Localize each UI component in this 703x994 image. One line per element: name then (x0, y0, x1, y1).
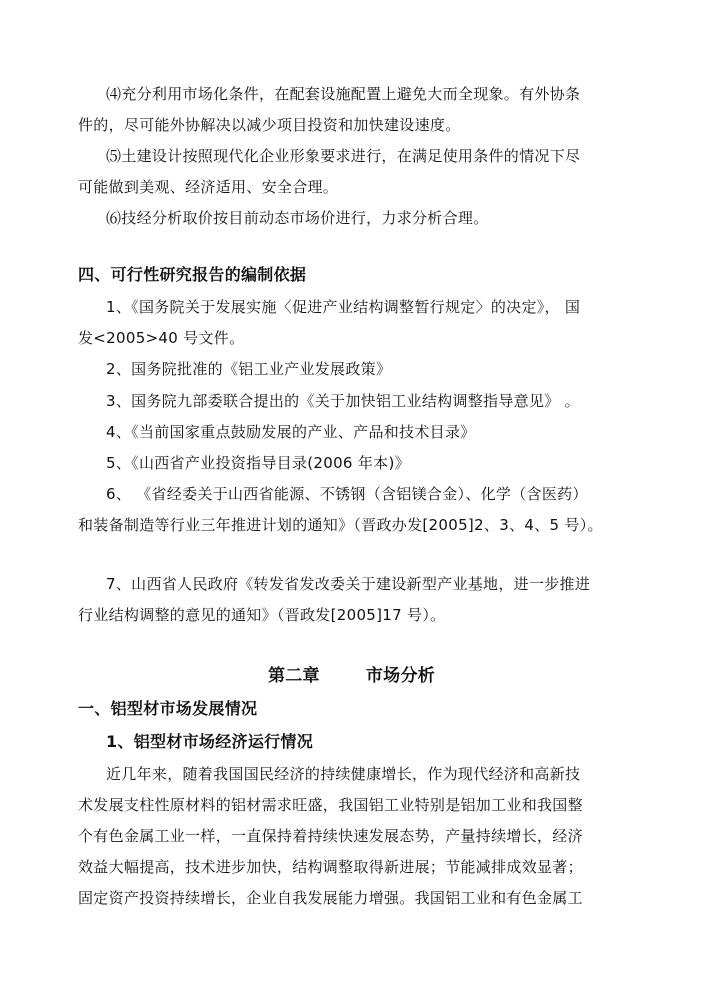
body-line-3: 个有色金属工业一样，一直保持着持续快速发展态势，产量持续增长，经济 (78, 827, 583, 845)
chapter-number: 第二章 (267, 666, 320, 686)
paragraph-4-line-2: 件的，尽可能外协解决以减少项目投资和加快建设速度。 (78, 116, 461, 134)
basis-item-4: 4、《当前国家重点鼓励发展的产业、产品和技术目录》 (106, 423, 476, 441)
paragraph-5-line-2: 可能做到美观、经济适用、安全合理。 (78, 178, 339, 196)
basis-item-7-line-1: 7、山西省人民政府《转发省发改委关于建设新型产业基地，进一步推进 (106, 575, 591, 593)
basis-item-1-line-1: 1、《国务院关于发展实施〈促进产业结构调整暂行规定〉的决定》， 国 (106, 298, 581, 316)
basis-item-3: 3、国务院九部委联合提出的《关于加快铝工业结构调整指导意见》 。 (106, 392, 580, 410)
subsection-1-heading: 1、铝型材市场经济运行情况 (106, 732, 314, 751)
body-line-5: 固定资产投资持续增长，企业自我发展能力增强。我国铝工业和有色金属工 (78, 889, 583, 907)
basis-item-2: 2、国务院批准的《铝工业产业发展政策》 (106, 360, 392, 378)
basis-item-5: 5、《山西省产业投资指导目录(2006 年本)》 (106, 454, 410, 472)
basis-item-6-line-1: 6、 《省经委关于山西省能源、不锈钢（含铝镁合金）、化学（含医药） (106, 485, 588, 503)
paragraph-5-line-1: ⑸土建设计按照现代化企业形象要求进行，在满足使用条件的情况下尽 (106, 147, 581, 165)
chapter-title: 市场分析 (365, 666, 436, 686)
body-line-4: 效益大幅提高，技术进步加快，结构调整取得新进展；节能减排成效显著； (78, 858, 583, 876)
section-1-heading: 一、铝型材市场发展情况 (78, 699, 258, 718)
paragraph-4-line-1: ⑷充分利用市场化条件，在配套设施配置上避免大而全现象。有外协条 (106, 85, 581, 103)
body-line-1: 近几年来，随着我国国民经济的持续健康增长，作为现代经济和高新技 (106, 765, 581, 783)
section-4-heading: 四、可行性研究报告的编制依据 (78, 265, 307, 284)
basis-item-1-line-2: 发<2005>40 号文件。 (78, 329, 245, 347)
body-line-2: 术发展支柱性原材料的铝材需求旺盛，我国铝工业特别是铝加工业和我国整 (78, 796, 583, 814)
basis-item-6-line-2: 和装备制造等行业三年推进计划的通知》（晋政办发[2005]2、3、4、5 号）。 (78, 516, 603, 534)
basis-item-7-line-2: 行业结构调整的意见的通知》（晋政发[2005]17 号）。 (78, 606, 446, 624)
chapter-heading (0, 666, 703, 686)
paragraph-6: ⑹技经分析取价按目前动态市场价进行，力求分析合理。 (106, 209, 489, 227)
